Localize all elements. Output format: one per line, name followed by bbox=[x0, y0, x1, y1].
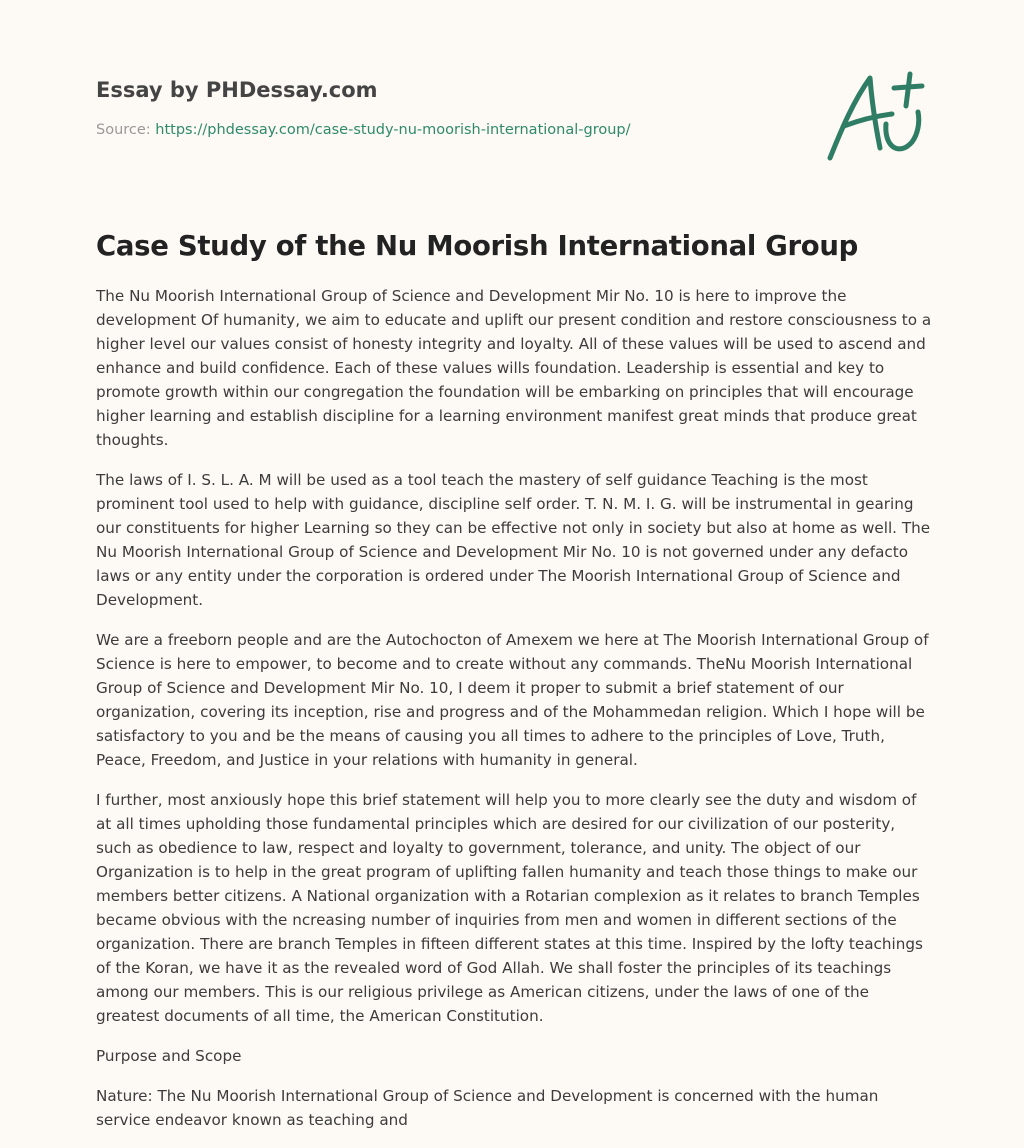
essay-paragraph: We are a freeborn people and are the Autochocton of Amexem we here at The Moorish International Group of Science is here to empower, to become and to create without any commands. TheNu Moorish International Group of Science and Development Mir No. 10, I deem it proper to submit a brief statement of our organization, covering its inception, rise and progress and of the Mohammedan religion. Which I hope will be satisfactory to you and be the means of causing you all times to adhere to the principles of Love, Truth, Peace, Freedom, and Justice in your relations with humanity in general. bbox=[96, 631, 929, 769]
essay-paragraph: I further, most anxiously hope this brief statement will help you to more clearly see the duty and wisdom of at all times upholding those fundamental principles which are desired for our civilization of our posterity, such as obedience to law, respect and loyalty to government, tolerance, and unity. The object of our Organization is to help in the great program of uplifting fallen humanity and teach those things to make our members better citizens. A National organization with a Rotarian complexion as it relates to branch Temples became obvious with the ncreasing number of inquiries from men and women in different sections of the organization. There are branch Temples in fifteen different states at this time. Inspired by the lofty teachings of the Koran, we have it as the revealed word of God Allah. We shall foster the principles of its teachings among our members. This is our religious privilege as American citizens, under the laws of one of the greatest documents of all time, the American Constitution. bbox=[96, 791, 923, 1025]
source-link[interactable]: https://phdessay.com/case-study-nu-moorish-international-group/ bbox=[155, 122, 631, 138]
site-title: Essay by PHDessay.com bbox=[96, 78, 378, 102]
section-heading: Purpose and Scope bbox=[96, 1047, 242, 1065]
essay-paragraph: The Nu Moorish International Group of Science and Development Mir No. 10 is here to improve the development Of humanity, we aim to educate and uplift our present condition and restore consciousness to a higher level our values consist of honesty integrity and loyalty. All of these values will be used to ascend and enhance and build confidence. Each of these values wills foundation. Leadership is essential and key to promote growth within our congregation the foundation will be embarking on principles that will encourage higher learning and establish discipline for a learning environment manifest great minds that produce great thoughts. bbox=[96, 287, 932, 449]
source-line bbox=[96, 120, 736, 140]
essay-paragraph: Nature: The Nu Moorish International Group of Science and Development is concerned with the human service endeavor known as teaching and bbox=[96, 1087, 879, 1129]
essay-title: Case Study of the Nu Moorish International Group bbox=[96, 230, 859, 262]
page-header bbox=[96, 74, 736, 140]
source-label: Source: bbox=[96, 122, 151, 138]
essay-paragraph: The laws of I. S. L. A. M will be used as a tool teach the mastery of self guidance Teaching is the most prominent tool used to help with guidance, discipline self order. T. N. M. I. G. will be instrumental in gearing our constituents for higher Learning so they can be effective not only in society but also at home as well. The Nu Moorish International Group of Science and Development Mir No. 10 is not governed under any defacto laws or any entity under the corporation is ordered under The Moorish International Group of Science and Development. bbox=[96, 471, 931, 609]
a-plus-logo-icon bbox=[820, 66, 930, 166]
essay-content bbox=[96, 226, 932, 1148]
